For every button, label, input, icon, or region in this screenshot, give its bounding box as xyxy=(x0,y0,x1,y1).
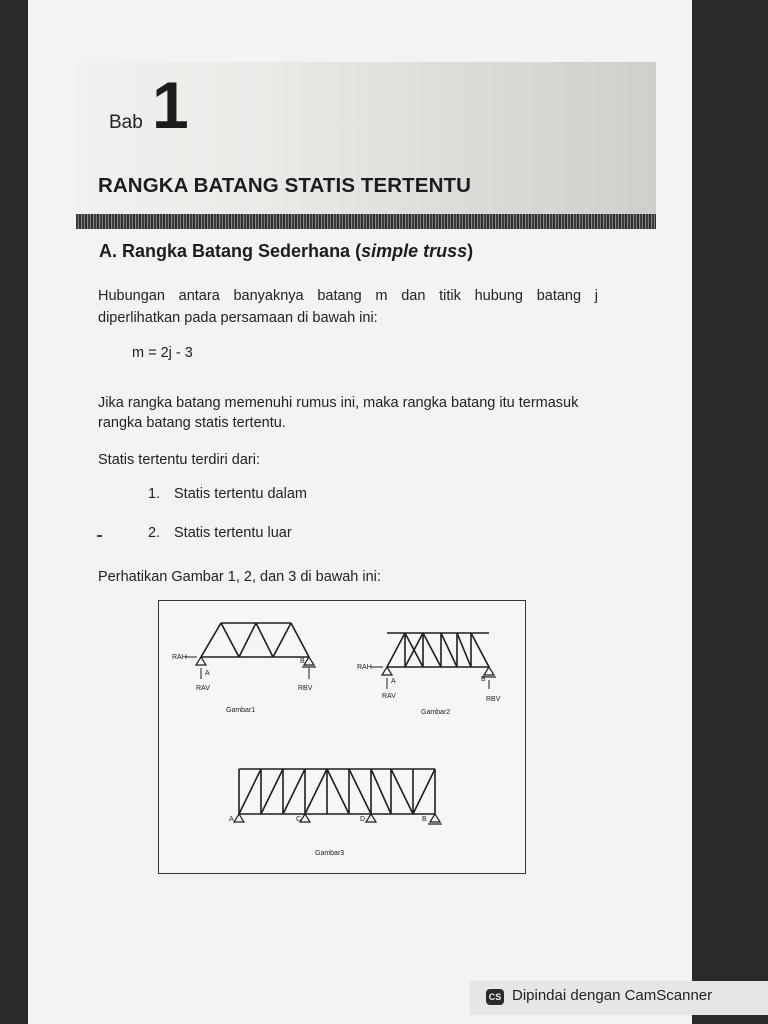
intro-line-2: diperlihatkan pada persamaan di bawah ini: xyxy=(98,310,378,326)
caption-gambar3: Gambar3 xyxy=(315,850,345,857)
chapter-title: RANGKA BATANG STATIS TERTENTU xyxy=(98,174,472,197)
label-d-3: D xyxy=(360,816,366,823)
truss-gambar3 xyxy=(234,769,442,824)
list-item-number: 1. xyxy=(148,486,161,502)
truss-drawings xyxy=(159,601,525,873)
label-rbv-1: RBV xyxy=(298,685,313,692)
figure-intro: Perhatikan Gambar 1, 2, dan 3 di bawah ini: xyxy=(98,569,381,585)
label-b-3: B xyxy=(422,816,427,823)
list-item-2 xyxy=(148,525,292,541)
camscanner-logo: CS xyxy=(486,989,504,1005)
truss-figure xyxy=(158,600,526,874)
label-b-1: B xyxy=(300,658,305,665)
list-item-number: 2. xyxy=(148,525,161,541)
chapter-divider xyxy=(76,214,656,229)
list-item-text: Statis tertentu dalam xyxy=(174,486,307,502)
list-intro: Statis tertentu terdiri dari: xyxy=(98,452,260,468)
scan-mark xyxy=(97,535,102,537)
section-heading-suffix: ) xyxy=(467,241,474,261)
label-a-3: A xyxy=(229,816,234,823)
list-item-text: Statis tertentu luar xyxy=(174,525,292,541)
section-heading-prefix: A. Rangka Batang Sederhana ( xyxy=(99,241,362,261)
list-item-1 xyxy=(148,486,307,502)
label-a-1: A xyxy=(205,670,210,677)
rule-line-1: Jika rangka batang memenuhi rumus ini, maka rangka batang itu termasuk xyxy=(98,395,579,411)
formula: m = 2j - 3 xyxy=(132,345,193,361)
chapter-number: 1 xyxy=(152,68,189,142)
section-heading xyxy=(99,241,473,262)
caption-gambar2: Gambar2 xyxy=(421,709,451,716)
chapter-word: Bab xyxy=(109,112,143,133)
label-rah-2: RAH xyxy=(357,664,372,671)
label-c-3: C xyxy=(296,816,302,823)
label-rav-2: RAV xyxy=(382,693,396,700)
caption-gambar1: Gambar1 xyxy=(226,707,256,714)
rule-line-2: rangka batang statis tertentu. xyxy=(98,415,286,431)
label-rav-1: RAV xyxy=(196,685,210,692)
intro-line-1: Hubungan antara banyaknya batang m dan titik hubung batang j xyxy=(98,288,598,304)
label-a-2: A xyxy=(391,678,396,685)
label-rbv-2: RBV xyxy=(486,696,501,703)
label-rah-1: RAH xyxy=(172,654,187,661)
label-b-2: B xyxy=(481,676,486,683)
section-heading-italic: simple truss xyxy=(361,241,468,261)
scanner-text: Dipindai dengan CamScanner xyxy=(512,987,713,1004)
truss-gambar2 xyxy=(371,633,496,689)
